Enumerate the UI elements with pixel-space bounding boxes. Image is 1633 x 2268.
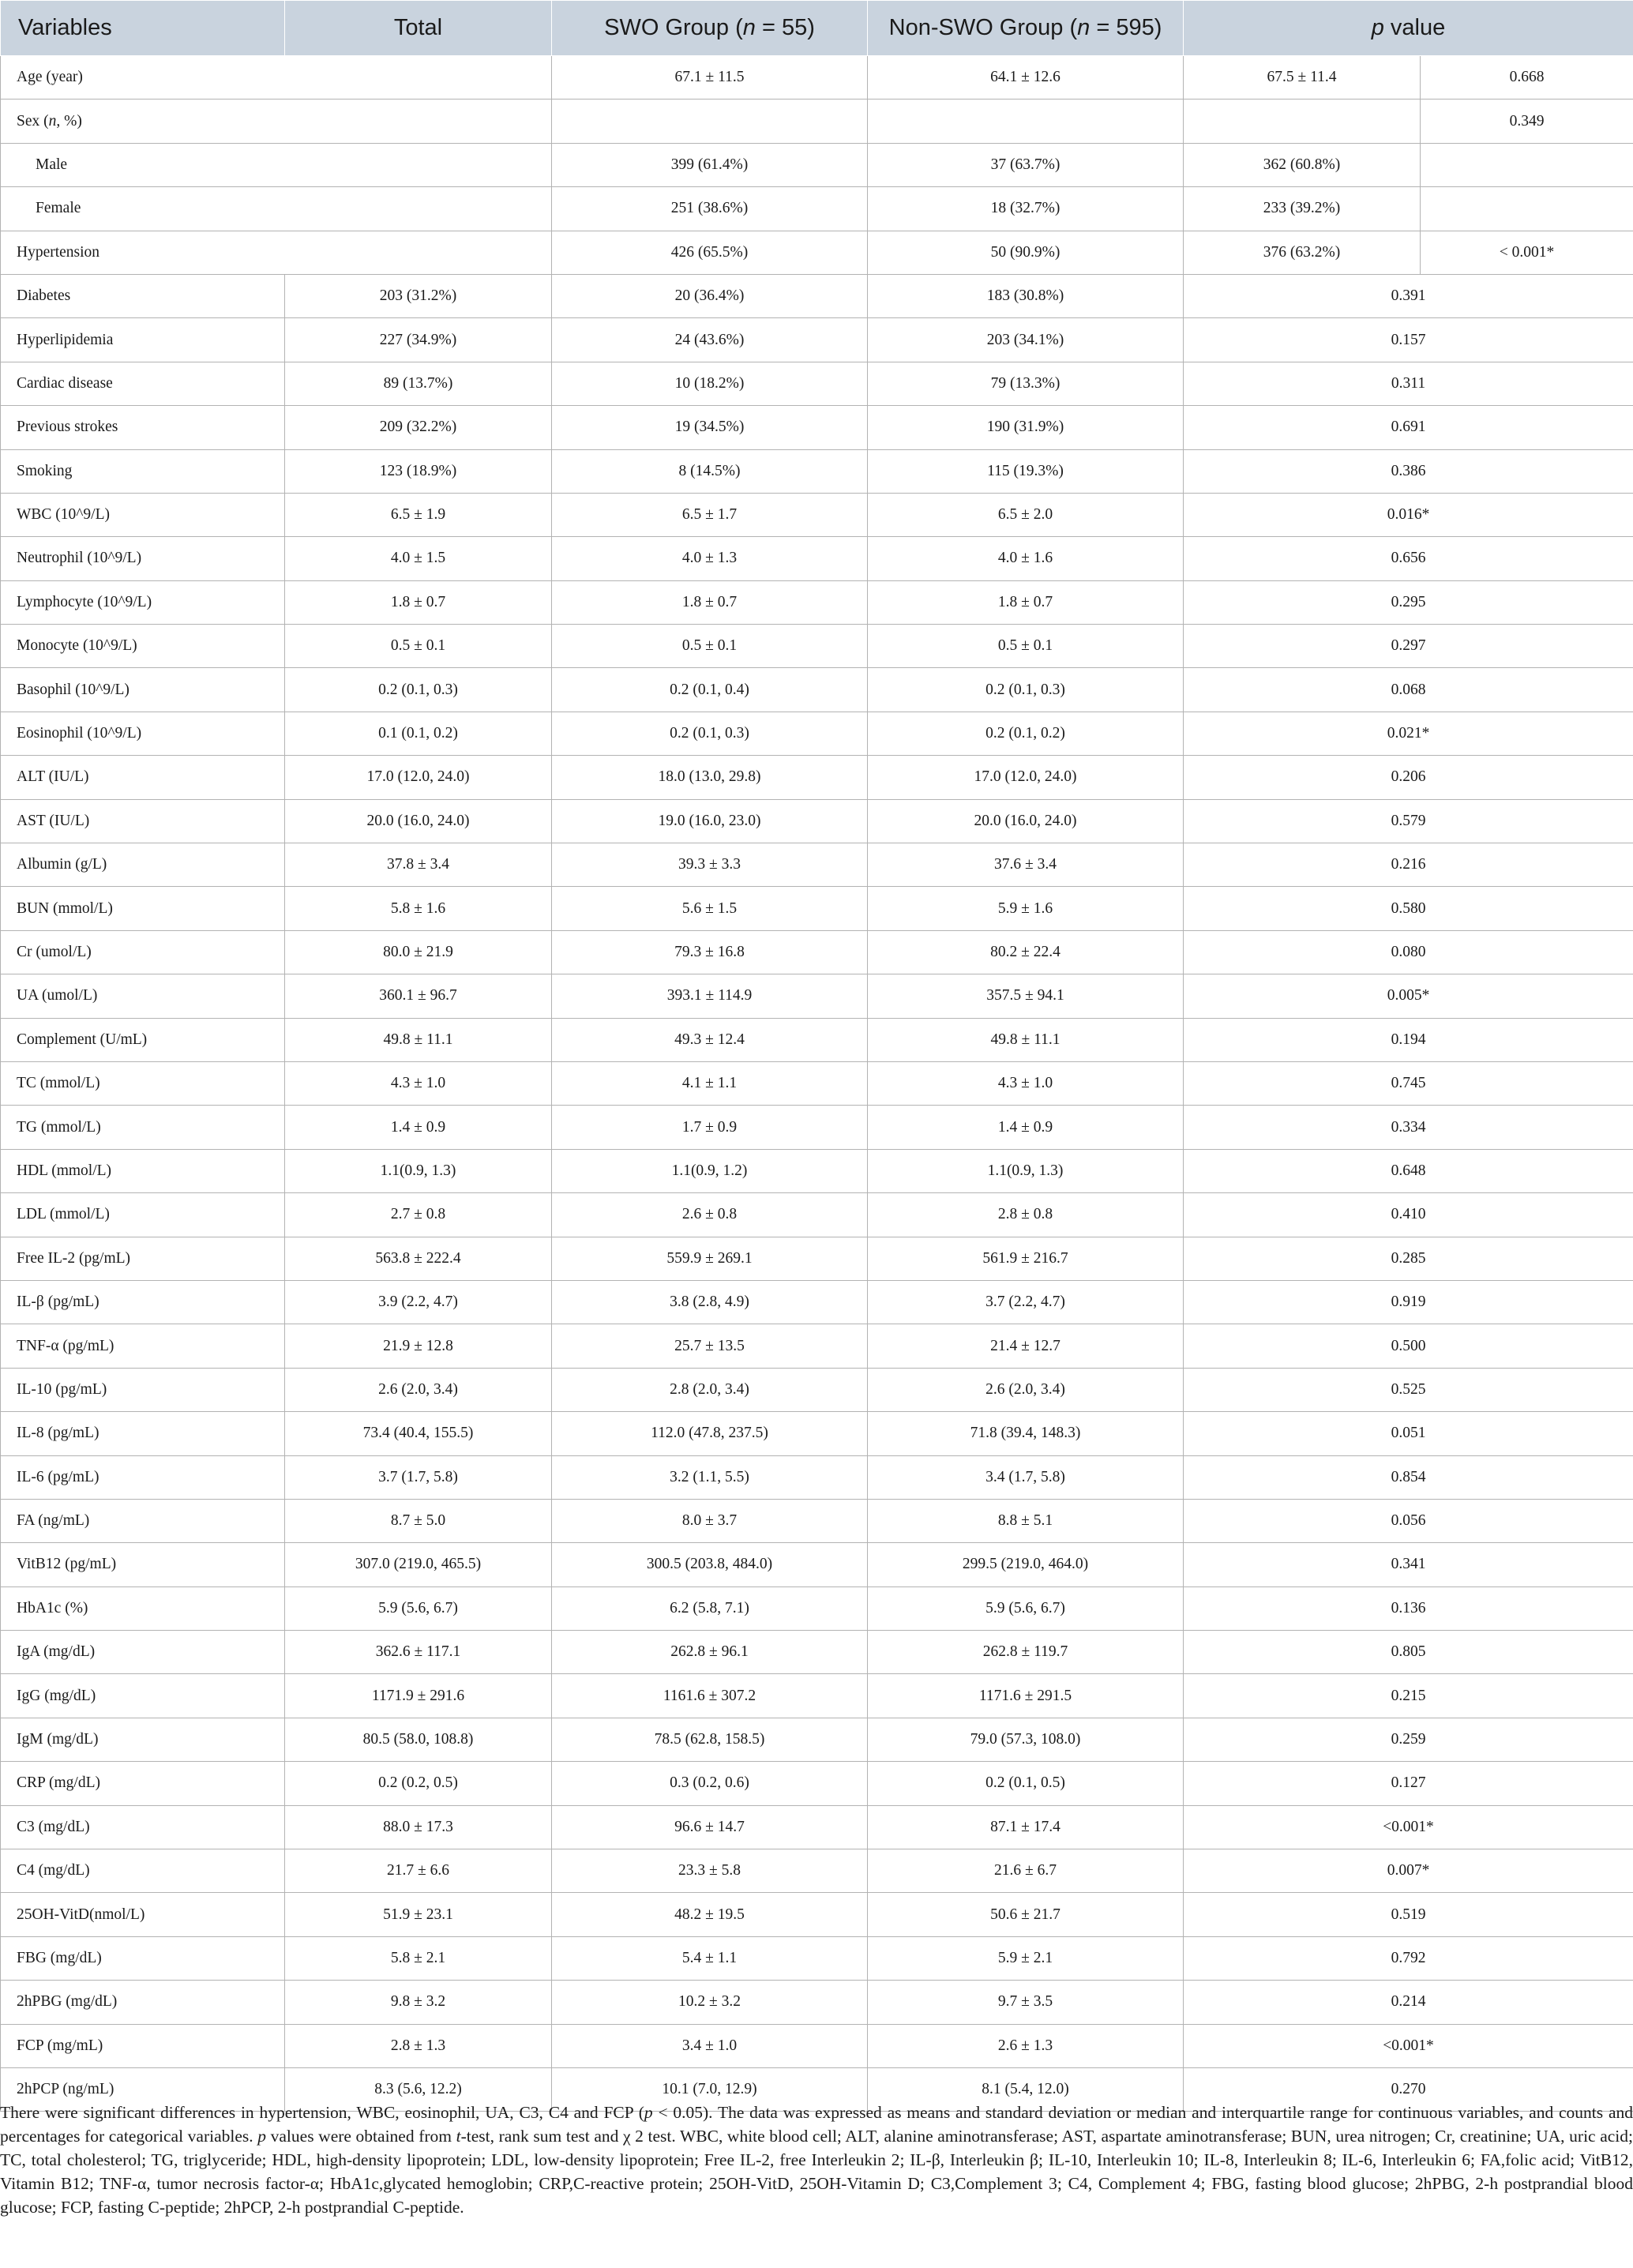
cell: 251 (38.6%) [552,187,868,231]
cell-swo: 1.8 ± 0.7 [552,580,868,624]
table-row [1,1106,1633,1149]
cell-non-swo: 9.7 ± 3.5 [868,1981,1184,2024]
cell-swo: 19.0 (16.0, 23.0) [552,799,868,843]
table-row-sex [1,100,1633,143]
row-label: Hypertension [1,231,552,274]
cell [1421,143,1633,186]
cell-total: 360.1 ± 96.7 [285,974,552,1018]
cell-swo: 25.7 ± 13.5 [552,1324,868,1368]
row-label: Female [1,187,552,231]
cell-p-value: 0.068 [1184,668,1633,712]
cell-non-swo: 50.6 ± 21.7 [868,1893,1184,1936]
cell-p-value: 0.691 [1184,406,1633,449]
cell-swo: 2.6 ± 0.8 [552,1193,868,1237]
cell-swo: 5.6 ± 1.5 [552,887,868,930]
row-label: CRP (mg/dL) [1,1762,285,1805]
cell-non-swo: 8.1 (5.4, 12.0) [868,2067,1184,2111]
cell-p-value: 0.410 [1184,1193,1633,1237]
cell-swo: 10.1 (7.0, 12.9) [552,2067,868,2111]
cell-p-value: 0.194 [1184,1018,1633,1061]
cell-swo: 79.3 ± 16.8 [552,930,868,974]
cell-total: 307.0 (219.0, 465.5) [285,1543,552,1586]
cell-swo: 559.9 ± 269.1 [552,1237,868,1280]
cell-p-value: 0.792 [1184,1936,1633,1980]
cell-p-value: 0.005* [1184,974,1633,1018]
header-swo-group: SWO Group (n = 55) [552,1,868,56]
cell-p-value: 0.157 [1184,318,1633,362]
table-row [1,799,1633,843]
table-row [1,449,1633,493]
cell-total: 88.0 ± 17.3 [285,1805,552,1849]
cell-total: 20.0 (16.0, 24.0) [285,799,552,843]
row-label: IL-β (pg/mL) [1,1280,285,1324]
cell-swo: 23.3 ± 5.8 [552,1849,868,1893]
table-row [1,1762,1633,1805]
cell: 0.349 [1421,100,1633,143]
cell-swo: 0.2 (0.1, 0.4) [552,668,868,712]
cell-p-value: 0.656 [1184,537,1633,580]
table-row [1,712,1633,755]
table-row [1,362,1633,405]
row-label: Albumin (g/L) [1,843,285,887]
cell-total: 8.3 (5.6, 12.2) [285,2067,552,2111]
cell-p-value: 0.270 [1184,2067,1633,2111]
table-row [1,1280,1633,1324]
cell: 67.5 ± 11.4 [1184,56,1421,100]
cell-non-swo: 1171.6 ± 291.5 [868,1674,1184,1718]
cell-swo: 24 (43.6%) [552,318,868,362]
cell: < 0.001* [1421,231,1633,274]
cell-non-swo: 183 (30.8%) [868,274,1184,317]
row-label: LDL (mmol/L) [1,1193,285,1237]
cell-p-value: 0.216 [1184,843,1633,887]
table-row [1,756,1633,799]
cell-total: 6.5 ± 1.9 [285,493,552,536]
cell-p-value: 0.215 [1184,1674,1633,1718]
row-label: HDL (mmol/L) [1,1149,285,1192]
row-label: TNF-α (pg/mL) [1,1324,285,1368]
row-label: IgM (mg/dL) [1,1718,285,1761]
row-label: WBC (10^9/L) [1,493,285,536]
cell-swo: 5.4 ± 1.1 [552,1936,868,1980]
table-row [1,1018,1633,1061]
cell-p-value: 0.745 [1184,1061,1633,1105]
cell-total: 51.9 ± 23.1 [285,1893,552,1936]
cell-swo: 393.1 ± 114.9 [552,974,868,1018]
cell-swo: 262.8 ± 96.1 [552,1631,868,1674]
cell: 0.668 [1421,56,1633,100]
cell-non-swo: 49.8 ± 11.1 [868,1018,1184,1061]
cell-swo: 1.1(0.9, 1.2) [552,1149,868,1192]
row-label: Free IL-2 (pg/mL) [1,1237,285,1280]
cell-non-swo: 20.0 (16.0, 24.0) [868,799,1184,843]
table-row [1,1718,1633,1761]
cell-total: 209 (32.2%) [285,406,552,449]
table-row [1,668,1633,712]
row-label: Basophil (10^9/L) [1,668,285,712]
table-row [1,1324,1633,1368]
cell: 233 (39.2%) [1184,187,1421,231]
row-label: Sex (n, %) [1,100,552,143]
row-label: C4 (mg/dL) [1,1849,285,1893]
header-variables: Variables [1,1,285,56]
table-row [1,1543,1633,1586]
row-label: Lymphocyte (10^9/L) [1,580,285,624]
table-row [1,1586,1633,1630]
cell [1184,100,1421,143]
cell-swo: 3.2 (1.1, 5.5) [552,1455,868,1499]
cell-p-value: 0.525 [1184,1368,1633,1411]
cell-p-value: 0.051 [1184,1412,1633,1455]
cell-swo: 48.2 ± 19.5 [552,1893,868,1936]
cell-p-value: 0.919 [1184,1280,1633,1324]
cell-total: 89 (13.7%) [285,362,552,405]
cell-p-value: 0.297 [1184,625,1633,668]
cell-non-swo: 5.9 ± 2.1 [868,1936,1184,1980]
cell-non-swo: 4.3 ± 1.0 [868,1061,1184,1105]
cell-swo: 96.6 ± 14.7 [552,1805,868,1849]
table-row [1,625,1633,668]
cell-swo: 2.8 (2.0, 3.4) [552,1368,868,1411]
cell-swo: 0.3 (0.2, 0.6) [552,1762,868,1805]
cell [552,100,868,143]
table-row [1,1805,1633,1849]
cell-swo: 3.4 ± 1.0 [552,2024,868,2067]
cell-non-swo: 3.7 (2.2, 4.7) [868,1280,1184,1324]
cell: 37 (63.7%) [868,143,1184,186]
cell-non-swo: 21.4 ± 12.7 [868,1324,1184,1368]
row-label: Male [1,143,552,186]
cell-total: 49.8 ± 11.1 [285,1018,552,1061]
cell-total: 1.1(0.9, 1.3) [285,1149,552,1192]
cell-p-value: 0.391 [1184,274,1633,317]
cell-total: 0.5 ± 0.1 [285,625,552,668]
cell-non-swo: 190 (31.9%) [868,406,1184,449]
row-label: 2hPCP (ng/mL) [1,2067,285,2111]
row-label: FCP (mg/mL) [1,2024,285,2067]
cell [868,100,1184,143]
cell-non-swo: 2.8 ± 0.8 [868,1193,1184,1237]
cell-p-value: 0.334 [1184,1106,1633,1149]
cell-non-swo: 80.2 ± 22.4 [868,930,1184,974]
cell-swo: 4.1 ± 1.1 [552,1061,868,1105]
cell-total: 73.4 (40.4, 155.5) [285,1412,552,1455]
cell-non-swo: 0.2 (0.1, 0.5) [868,1762,1184,1805]
header-total: Total [285,1,552,56]
cell-non-swo: 71.8 (39.4, 148.3) [868,1412,1184,1455]
row-label: Eosinophil (10^9/L) [1,712,285,755]
cell-p-value: 0.311 [1184,362,1633,405]
table-row [1,1631,1633,1674]
cell-non-swo: 8.8 ± 5.1 [868,1499,1184,1542]
cell-total: 1171.9 ± 291.6 [285,1674,552,1718]
table-row [1,274,1633,317]
table-row-age [1,56,1633,100]
cell-total: 4.3 ± 1.0 [285,1061,552,1105]
row-label: IL-10 (pg/mL) [1,1368,285,1411]
table-row [1,580,1633,624]
cell-total: 37.8 ± 3.4 [285,843,552,887]
cell-total: 4.0 ± 1.5 [285,537,552,580]
table-row-hypertension [1,231,1633,274]
cell-swo: 1.7 ± 0.9 [552,1106,868,1149]
cell-p-value: 0.021* [1184,712,1633,755]
cell-p-value: <0.001* [1184,1805,1633,1849]
cell-swo: 78.5 (62.8, 158.5) [552,1718,868,1761]
cell: 67.1 ± 11.5 [552,56,868,100]
header-non-swo-group: Non-SWO Group (n = 595) [868,1,1184,56]
cell-total: 80.5 (58.0, 108.8) [285,1718,552,1761]
cell-total: 21.9 ± 12.8 [285,1324,552,1368]
cell-p-value: 0.341 [1184,1543,1633,1586]
table-row [1,930,1633,974]
row-label: IL-8 (pg/mL) [1,1412,285,1455]
cell-non-swo: 2.6 ± 1.3 [868,2024,1184,2067]
table-row [1,1455,1633,1499]
row-label: Monocyte (10^9/L) [1,625,285,668]
cell-non-swo: 1.8 ± 0.7 [868,580,1184,624]
cell [1421,187,1633,231]
cell-non-swo: 21.6 ± 6.7 [868,1849,1184,1893]
row-label: C3 (mg/dL) [1,1805,285,1849]
cell: 399 (61.4%) [552,143,868,186]
table-row [1,887,1633,930]
cell-swo: 6.2 (5.8, 7.1) [552,1586,868,1630]
cell-non-swo: 561.9 ± 216.7 [868,1237,1184,1280]
cell-total: 123 (18.9%) [285,449,552,493]
cell-p-value: 0.386 [1184,449,1633,493]
cell-non-swo: 17.0 (12.0, 24.0) [868,756,1184,799]
cell-swo: 18.0 (13.0, 29.8) [552,756,868,799]
table-row [1,318,1633,362]
cell-swo: 10 (18.2%) [552,362,868,405]
row-label: Hyperlipidemia [1,318,285,362]
table-row [1,1499,1633,1542]
cell-total: 17.0 (12.0, 24.0) [285,756,552,799]
cell-total: 1.4 ± 0.9 [285,1106,552,1149]
cell-p-value: 0.519 [1184,1893,1633,1936]
cell-non-swo: 37.6 ± 3.4 [868,843,1184,887]
cell-total: 203 (31.2%) [285,274,552,317]
cell-non-swo: 1.4 ± 0.9 [868,1106,1184,1149]
table-row [1,493,1633,536]
table-row [1,843,1633,887]
cell-total: 3.7 (1.7, 5.8) [285,1455,552,1499]
table-header-row [1,1,1633,56]
cell: 362 (60.8%) [1184,143,1421,186]
cell-non-swo: 262.8 ± 119.7 [868,1631,1184,1674]
cell-non-swo: 3.4 (1.7, 5.8) [868,1455,1184,1499]
row-label: TG (mmol/L) [1,1106,285,1149]
cell-total: 2.8 ± 1.3 [285,2024,552,2067]
cell: 426 (65.5%) [552,231,868,274]
cell-p-value: 0.214 [1184,1981,1633,2024]
table-row [1,1849,1633,1893]
cell-non-swo: 79.0 (57.3, 108.0) [868,1718,1184,1761]
row-label: BUN (mmol/L) [1,887,285,930]
table-row [1,537,1633,580]
cell-non-swo: 0.5 ± 0.1 [868,625,1184,668]
cell-p-value: 0.259 [1184,1718,1633,1761]
cell-p-value: 0.127 [1184,1762,1633,1805]
cell-swo: 0.5 ± 0.1 [552,625,868,668]
cell-p-value: 0.580 [1184,887,1633,930]
cell-p-value: 0.500 [1184,1324,1633,1368]
cell-swo: 3.8 (2.8, 4.9) [552,1280,868,1324]
cell-total: 227 (34.9%) [285,318,552,362]
table-row [1,1893,1633,1936]
table-row [1,1412,1633,1455]
table-row [1,1674,1633,1718]
row-label: IgG (mg/dL) [1,1674,285,1718]
cell-swo: 8.0 ± 3.7 [552,1499,868,1542]
cell-non-swo: 2.6 (2.0, 3.4) [868,1368,1184,1411]
cell-p-value: 0.285 [1184,1237,1633,1280]
cell-swo: 39.3 ± 3.3 [552,843,868,887]
row-label: Diabetes [1,274,285,317]
cell-non-swo: 6.5 ± 2.0 [868,493,1184,536]
row-label: IgA (mg/dL) [1,1631,285,1674]
row-label: Smoking [1,449,285,493]
cell-swo: 19 (34.5%) [552,406,868,449]
cell-total: 0.1 (0.1, 0.2) [285,712,552,755]
table-row [1,1981,1633,2024]
table-row [1,974,1633,1018]
cell-swo: 300.5 (203.8, 484.0) [552,1543,868,1586]
cell-swo: 1161.6 ± 307.2 [552,1674,868,1718]
row-label: Age (year) [1,56,552,100]
row-label: ALT (IU/L) [1,756,285,799]
row-label: 25OH-VitD(nmol/L) [1,1893,285,1936]
table-row [1,1368,1633,1411]
cell-swo: 4.0 ± 1.3 [552,537,868,580]
cell-total: 2.6 (2.0, 3.4) [285,1368,552,1411]
table-row [1,2024,1633,2067]
cell-p-value: 0.007* [1184,1849,1633,1893]
row-label: Neutrophil (10^9/L) [1,537,285,580]
cell-swo: 20 (36.4%) [552,274,868,317]
cell-p-value: 0.206 [1184,756,1633,799]
row-label: UA (umol/L) [1,974,285,1018]
cell-total: 1.8 ± 0.7 [285,580,552,624]
row-label: FBG (mg/dL) [1,1936,285,1980]
table-footnote [0,2101,1633,2219]
cell-swo: 6.5 ± 1.7 [552,493,868,536]
row-label: Previous strokes [1,406,285,449]
footnote-text: There were significant differences in hypertension, WBC, eosinophil, UA, C3, C4 and FCP (p < 0.05). The data was expressed as means and standard deviation or median and interquartile range for continuous variables, and counts and percentages for categorical variables. p values were obtained from t-test, rank sum test and χ 2 test. WBC, white blood cell; ALT, alanine aminotransferase; AST, aspartate aminotransferase; BUN, urea nitrogen; Cr, creatinine; UA, uric acid; TC, total cholesterol; TG, triglyceride; HDL, high-density lipoprotein; LDL, low-density lipoprotein; Free IL-2, free Interleukin 2; IL-β, Interleukin β; IL-10, Interleukin 10; IL-8, Interleukin 8; IL-6, Interleukin 6; FA,folic acid; VitB12, Vitamin B12; TNF-α, tumor necrosis factor-α; HbA1c,glycated hemoglobin; CRP,C-reactive protein; 25OH-VitD, 25OH-Vitamin D; C3,Complement 3; C4, Complement 4; FBG, fasting blood glucose; 2hPBG, 2-h postprandial blood glucose; FCP, fasting C-peptide; 2hPCP, 2-h postprandial C-peptide. [0,2103,1633,2217]
table-row [1,1193,1633,1237]
table-row [1,406,1633,449]
cell-p-value: 0.854 [1184,1455,1633,1499]
cell-p-value: <0.001* [1184,2024,1633,2067]
cell-swo: 8 (14.5%) [552,449,868,493]
cell-non-swo: 5.9 (5.6, 6.7) [868,1586,1184,1630]
cell-total: 5.8 ± 1.6 [285,887,552,930]
cell-non-swo: 87.1 ± 17.4 [868,1805,1184,1849]
cell-swo: 0.2 (0.1, 0.3) [552,712,868,755]
cell-non-swo: 1.1(0.9, 1.3) [868,1149,1184,1192]
cell-non-swo: 4.0 ± 1.6 [868,537,1184,580]
cell-total: 5.8 ± 2.1 [285,1936,552,1980]
cell-total: 3.9 (2.2, 4.7) [285,1280,552,1324]
row-label: Complement (U/mL) [1,1018,285,1061]
row-label: TC (mmol/L) [1,1061,285,1105]
cell-non-swo: 5.9 ± 1.6 [868,887,1184,930]
cell-total: 2.7 ± 0.8 [285,1193,552,1237]
cell: 50 (90.9%) [868,231,1184,274]
cell-p-value: 0.648 [1184,1149,1633,1192]
row-label: Cr (umol/L) [1,930,285,974]
cell-total: 362.6 ± 117.1 [285,1631,552,1674]
cell-non-swo: 0.2 (0.1, 0.3) [868,668,1184,712]
row-label: IL-6 (pg/mL) [1,1455,285,1499]
cell-non-swo: 299.5 (219.0, 464.0) [868,1543,1184,1586]
cell-p-value: 0.056 [1184,1499,1633,1542]
cell-non-swo: 79 (13.3%) [868,362,1184,405]
table-row [1,1237,1633,1280]
cell-total: 0.2 (0.1, 0.3) [285,668,552,712]
cell-swo: 49.3 ± 12.4 [552,1018,868,1061]
header-p-value: p value [1184,1,1633,56]
cell-non-swo: 115 (19.3%) [868,449,1184,493]
cell-p-value: 0.805 [1184,1631,1633,1674]
cell-total: 9.8 ± 3.2 [285,1981,552,2024]
cell-p-value: 0.136 [1184,1586,1633,1630]
cell-p-value: 0.579 [1184,799,1633,843]
cell: 64.1 ± 12.6 [868,56,1184,100]
cell-total: 0.2 (0.2, 0.5) [285,1762,552,1805]
cell: 18 (32.7%) [868,187,1184,231]
cell-non-swo: 0.2 (0.1, 0.2) [868,712,1184,755]
table-row-female [1,187,1633,231]
row-label: VitB12 (pg/mL) [1,1543,285,1586]
cell-non-swo: 203 (34.1%) [868,318,1184,362]
row-label: HbA1c (%) [1,1586,285,1630]
cell-p-value: 0.016* [1184,493,1633,536]
cell-non-swo: 357.5 ± 94.1 [868,974,1184,1018]
cell-swo: 10.2 ± 3.2 [552,1981,868,2024]
cell-p-value: 0.295 [1184,580,1633,624]
cell: 376 (63.2%) [1184,231,1421,274]
cell-swo: 112.0 (47.8, 237.5) [552,1412,868,1455]
cell-total: 5.9 (5.6, 6.7) [285,1586,552,1630]
cell-p-value: 0.080 [1184,930,1633,974]
table-row [1,1936,1633,1980]
table-row [1,1061,1633,1105]
row-label: AST (IU/L) [1,799,285,843]
row-label: 2hPBG (mg/dL) [1,1981,285,2024]
row-label: FA (ng/mL) [1,1499,285,1542]
table-row-male [1,143,1633,186]
cell-total: 563.8 ± 222.4 [285,1237,552,1280]
table-row [1,1149,1633,1192]
cell-total: 80.0 ± 21.9 [285,930,552,974]
cell-total: 21.7 ± 6.6 [285,1849,552,1893]
cell-total: 8.7 ± 5.0 [285,1499,552,1542]
row-label: Cardiac disease [1,362,285,405]
